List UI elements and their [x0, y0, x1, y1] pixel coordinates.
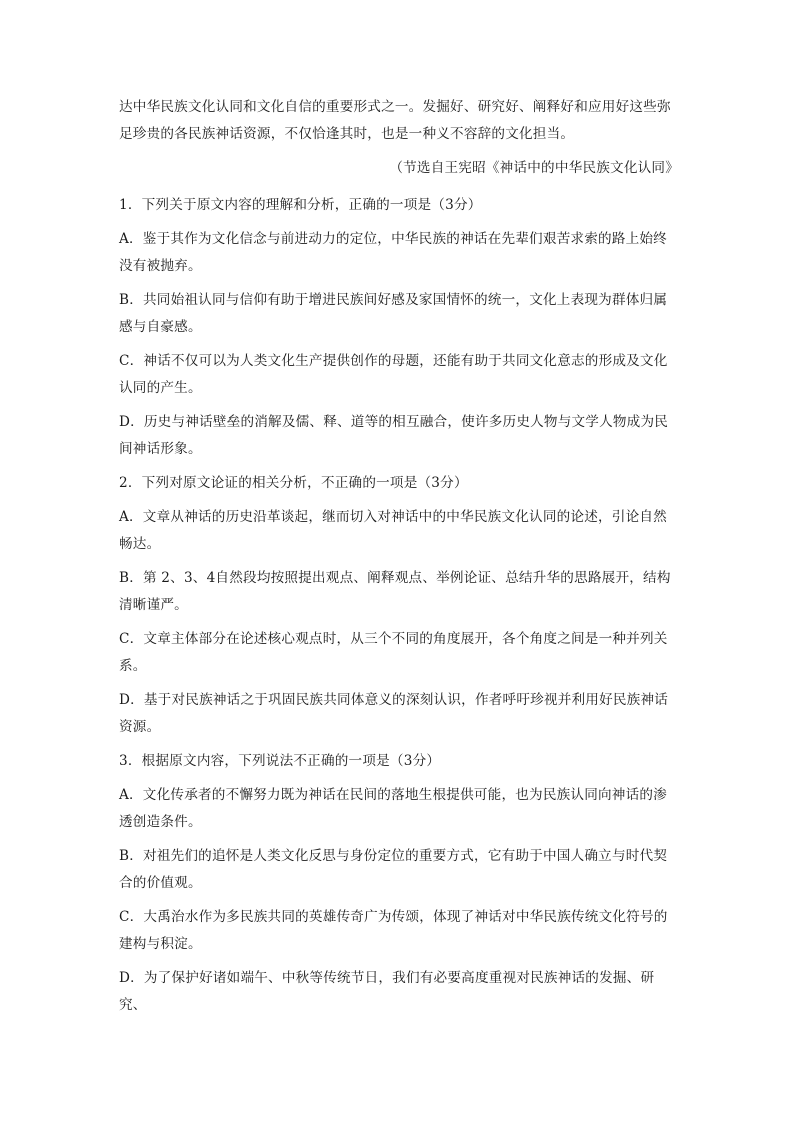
question-3-stem: 3．根据原文内容，下列说法不正确的一项是（3分） [119, 753, 441, 769]
question-2-option-a: A．文章从神话的历史沿革谈起，继而切入对神话中的中华民族文化认同的论述，引论自然畅达。 [119, 509, 667, 552]
question-3-option-b: B．对祖先们的追怀是人类文化反思与身份定位的重要方式，它有助于中国人确立与时代契合的价值观。 [119, 848, 668, 891]
source-citation: （节选自王宪昭《神话中的中华民族文化认同》 [389, 160, 679, 176]
question-2-stem: 2．下列对原文论证的相关分析，不正确的一项是（3分） [119, 475, 468, 491]
question-1-stem: 1．下列关于原文内容的理解和分析，正确的一项是（3分） [119, 197, 482, 213]
question-3-option-a: A．文化传承者的不懈努力既为神话在民间的落地生根提供可能，也为民族认同向神话的渗透创造条件。 [119, 787, 667, 830]
question-1-option-c: C．神话不仅可以为人类文化生产提供创作的母题，还能有助于共同文化意志的形成及文化认同的产生。 [119, 353, 668, 396]
question-3-option-c: C．大禹治水作为多民族共同的英雄传奇广为传颂，体现了神话对中华民族传统文化符号的建构与积淀。 [119, 909, 668, 952]
question-1-option-b: B．共同始祖认同与信仰有助于增进民族间好感及家国情怀的统一，文化上表现为群体归属感与自豪感。 [119, 292, 668, 335]
question-2-option-c: C．文章主体部分在论述核心观点时，从三个不同的角度展开，各个角度之间是一种并列关系。 [119, 631, 668, 674]
intro-paragraph: 达中华民族文化认同和文化自信的重要形式之一。发掘好、研究好、阐释好和应用好这些弥足珍贵的各民族神话资源，不仅恰逢其时，也是一种义不容辞的文化担当。 [119, 99, 671, 142]
question-2-option-b: B．第 2、3、4自然段均按照提出观点、阐释观点、举例论证、总结升华的思路展开，结构清晰谨严。 [119, 570, 671, 613]
document-page [119, 94, 679, 1026]
question-2-option-d: D．基于对民族神话之于巩固民族共同体意义的深刻认识，作者呼吁珍视并利用好民族神话资源。 [119, 692, 669, 735]
question-1-option-a: A．鉴于其作为文化信念与前进动力的定位，中华民族的神话在先辈们艰苦求索的路上始终没有被抛弃。 [119, 231, 667, 274]
question-3-option-d: D．为了保护好诸如端午、中秋等传统节日，我们有必要高度重视对民族神话的发掘、研究、 [119, 970, 655, 1013]
question-1-option-d: D．历史与神话壁垒的消解及儒、释、道等的相互融合，使许多历史人物与文学人物成为民间神话形象。 [119, 414, 669, 457]
